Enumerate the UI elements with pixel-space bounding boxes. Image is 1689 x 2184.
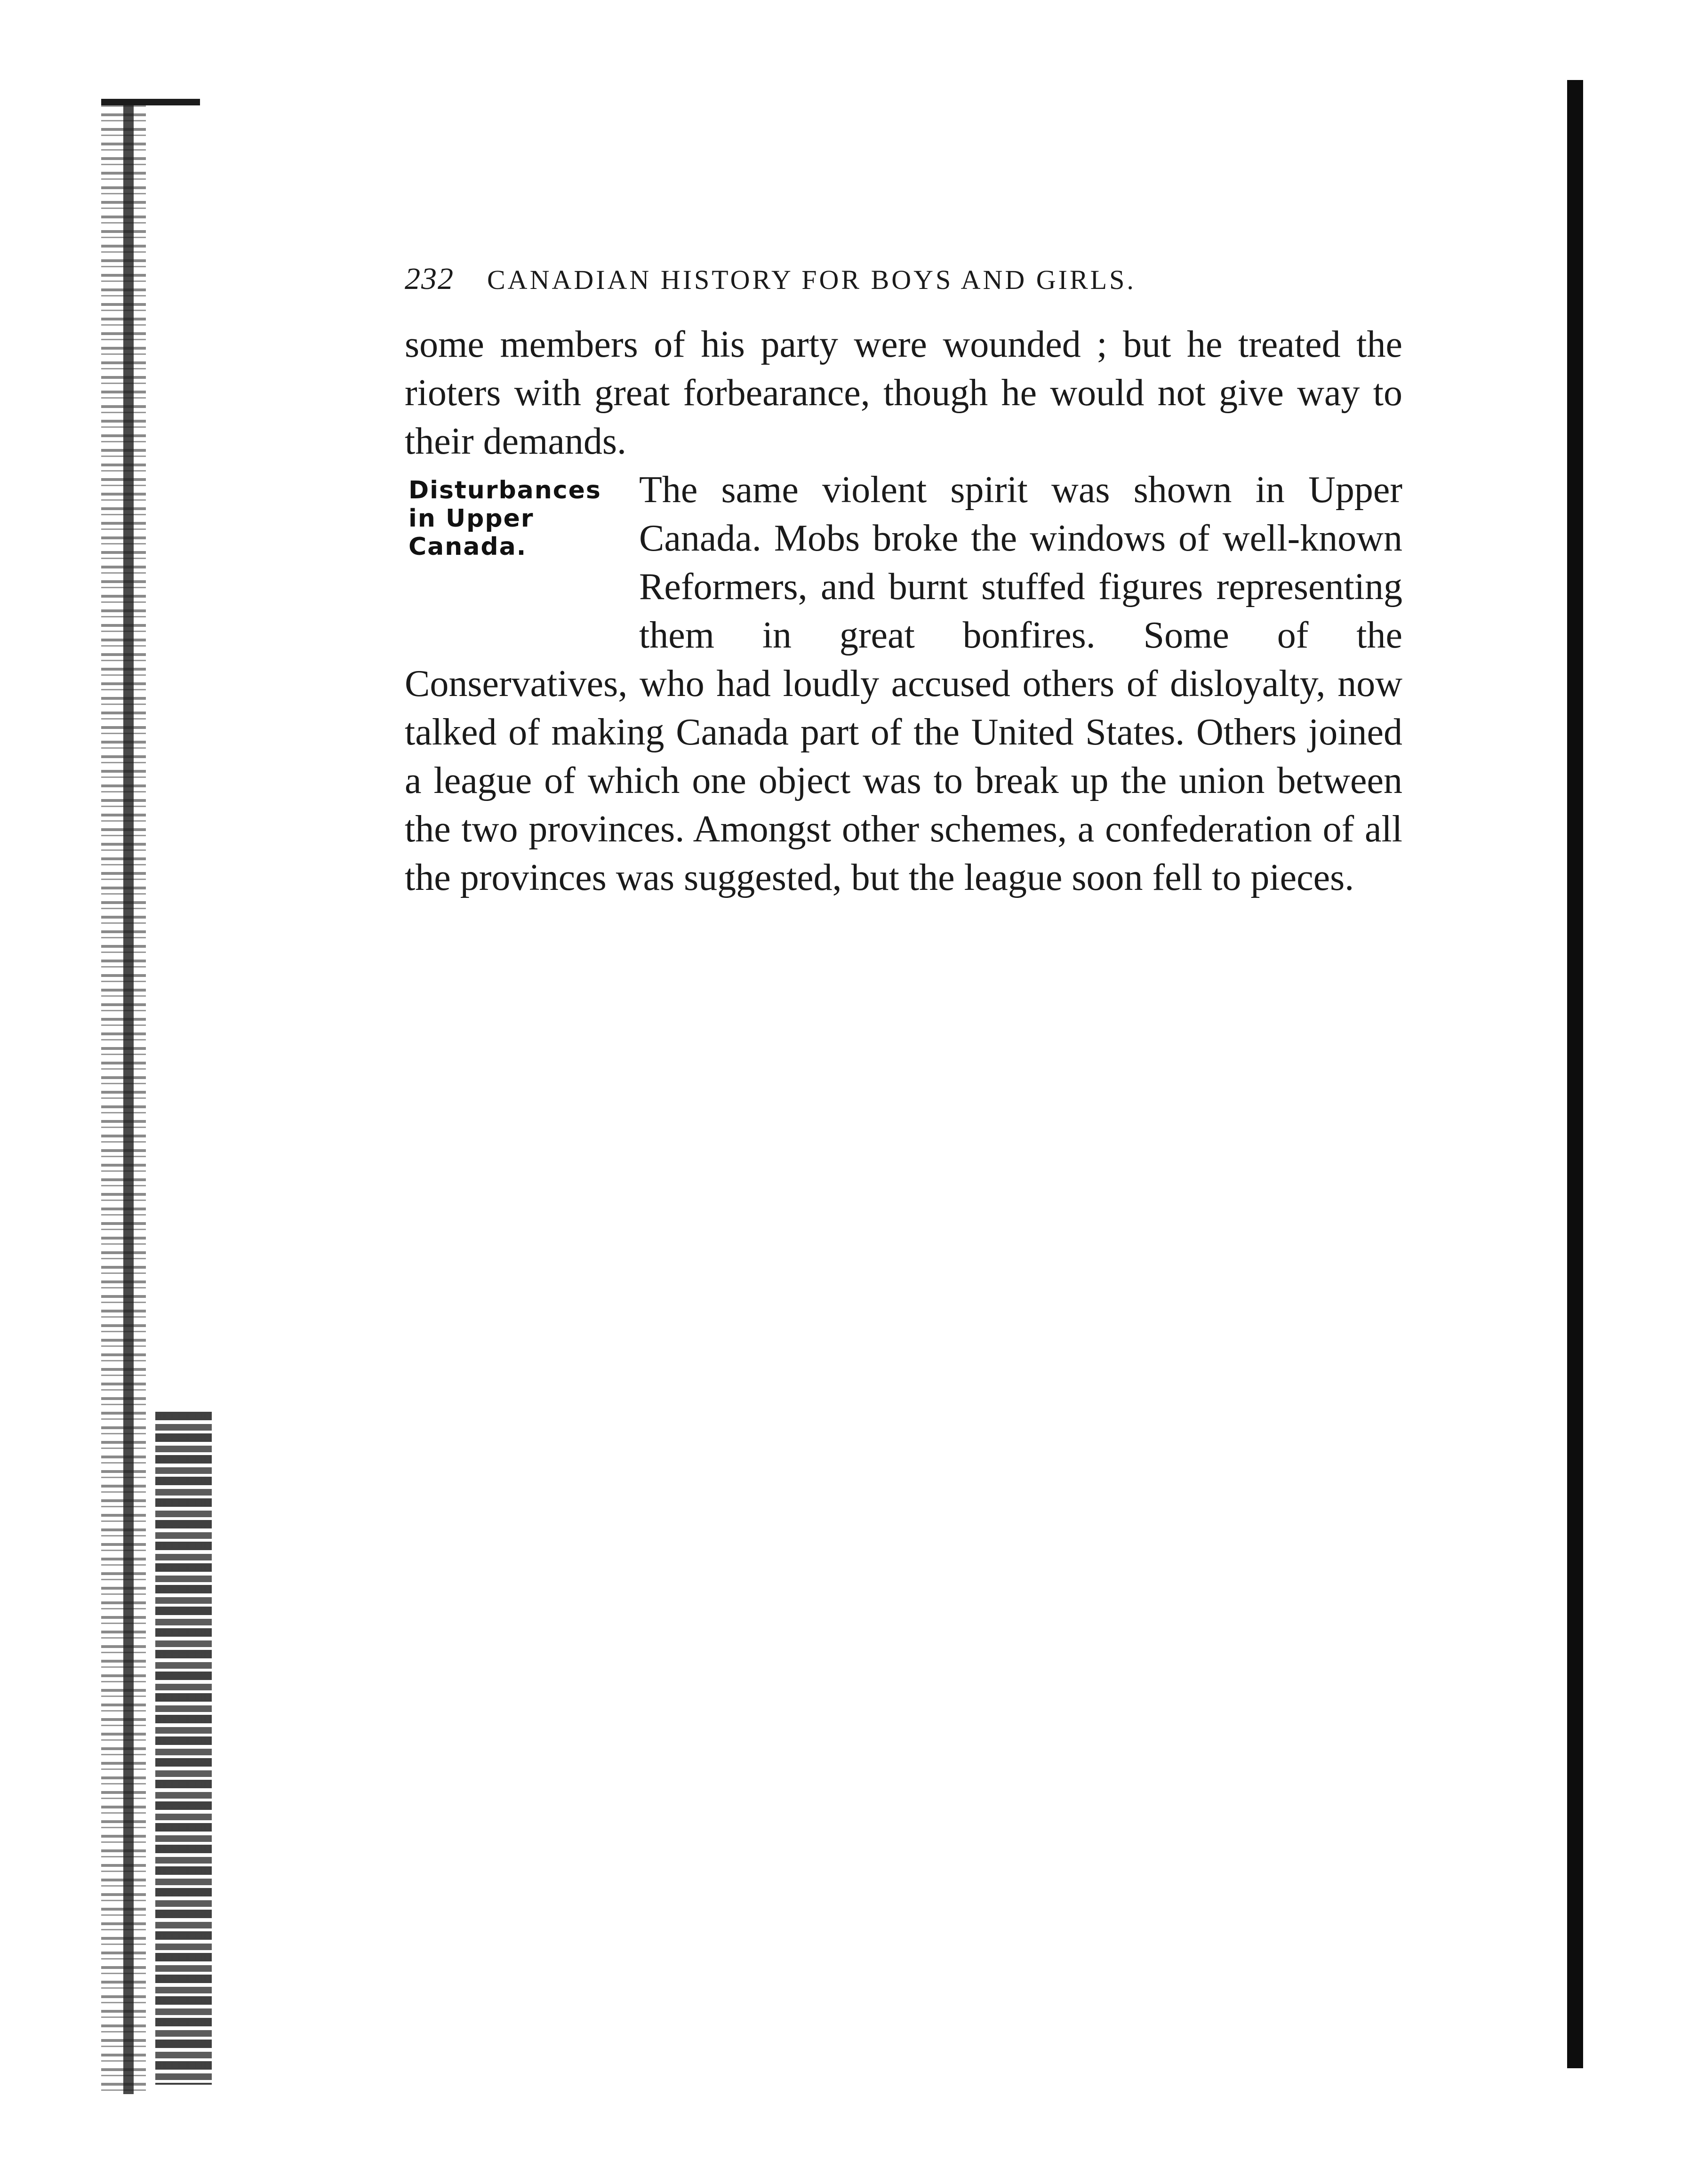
book-page bbox=[405, 261, 1402, 902]
marginal-side-note bbox=[408, 476, 630, 617]
scan-left-bottom-artifact bbox=[155, 1412, 212, 2085]
running-title: CANADIAN HISTORY FOR BOYS AND GIRLS. bbox=[487, 264, 1136, 295]
running-header bbox=[405, 261, 1402, 297]
paragraph-disturbances bbox=[405, 466, 1402, 902]
side-note-line: in Upper bbox=[408, 504, 534, 533]
side-note-line: Canada. bbox=[408, 533, 527, 561]
scan-binding-shadow bbox=[123, 99, 134, 2094]
page-number: 232 bbox=[405, 262, 454, 296]
scan-top-corner-mark bbox=[101, 99, 200, 105]
scan-right-edge-bar bbox=[1567, 80, 1583, 2068]
side-note-line: Disturbances bbox=[408, 476, 601, 504]
paragraph-continued: some members of his party were wounded ; but he treated the rioters with great forbearance, though he would not give way to their demands. bbox=[405, 324, 1402, 462]
paragraph-text: The same violent spirit was shown in Upper Canada. Mobs broke the windows of well-known Reformers, and burnt stuffed figures representing them in great bonfires. Some of the Conservatives, who had loudly accused others of disloyalty, now talked of making Canada part of the United States. Others joined a league of which one object was to break up the union between the two provinces. Amongst other schemes, a confederation of all the provinces was suggested, but the league soon fell to pieces. bbox=[405, 469, 1402, 898]
